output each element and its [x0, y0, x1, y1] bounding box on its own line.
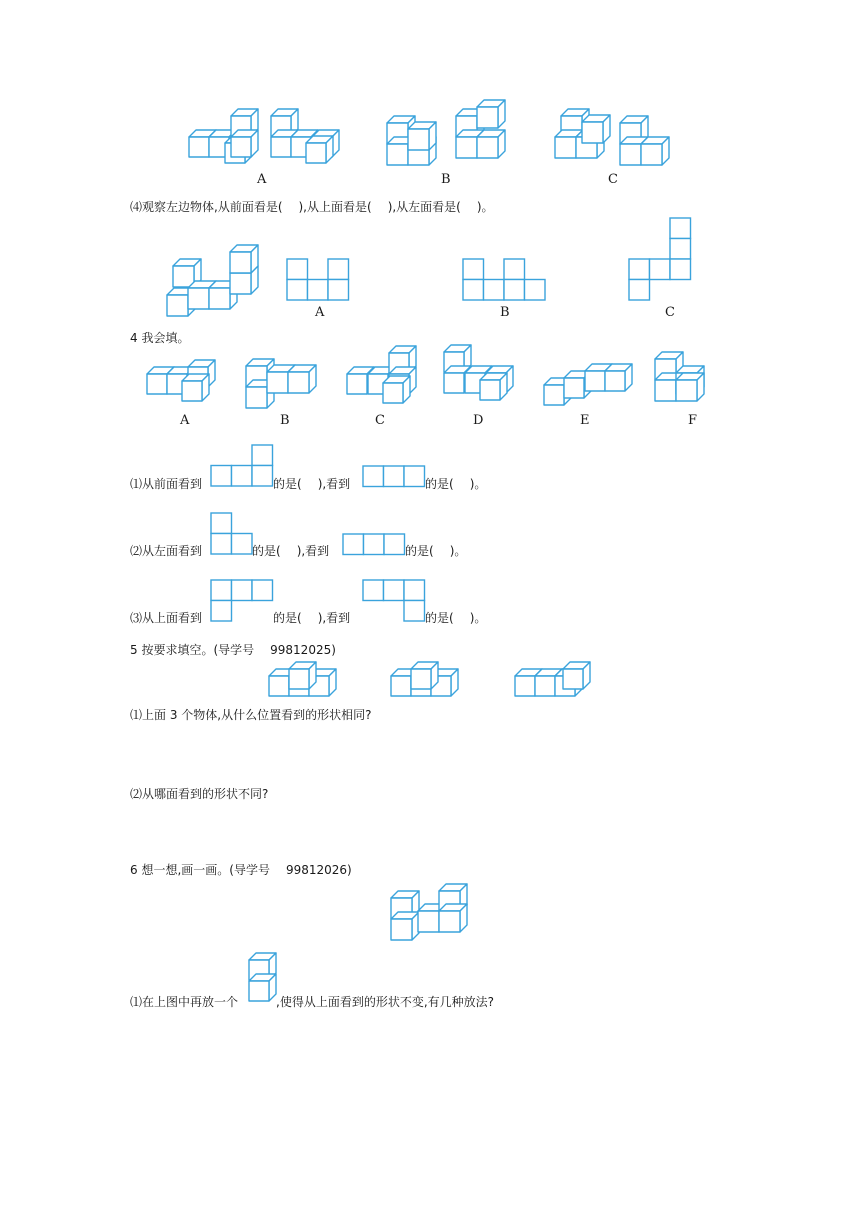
q4-line2-part-a: ⑵从左面看到: [130, 544, 203, 558]
q4-shape-c: [346, 352, 418, 410]
view-cell: [650, 259, 671, 280]
view-cell: [384, 580, 405, 601]
q6-sub1-part-a: ⑴在上图中再放一个: [130, 995, 239, 1009]
view-cell: [343, 534, 364, 555]
q4-label-d: D: [473, 413, 484, 428]
q5-sub2: ⑵从哪面看到的形状不同?: [130, 787, 269, 801]
q3-4-view-a: [286, 258, 350, 302]
view-cell: [328, 259, 349, 280]
q3-4-label-b: B: [500, 305, 510, 320]
cube: [288, 365, 316, 393]
view-cell: [384, 534, 405, 555]
view-cell: [232, 534, 253, 555]
q4-title: 4 我会填。: [130, 331, 190, 345]
cube: [582, 115, 610, 143]
view-cell: [404, 601, 425, 622]
view-cell: [525, 280, 546, 301]
q5-sub1: ⑴上面 3 个物体,从什么位置看到的形状相同?: [130, 708, 372, 722]
q4-label-f: F: [688, 413, 698, 428]
view-cell: [463, 259, 484, 280]
q4-line1-part-b: 的是( ),看到: [273, 477, 351, 491]
q4-line1-part-d: 的是( )。: [425, 477, 487, 491]
q4-shape-a: [146, 362, 226, 408]
view-cell: [670, 259, 691, 280]
q3-4-question: ⑷观察左边物体,从前面看是( ),从上面看是( ),从左面看是( )。: [130, 200, 494, 214]
q4-shape-e: [543, 364, 631, 410]
q4-shape-f: [654, 358, 714, 410]
view-cell: [328, 280, 349, 301]
q6-sub1-part-b: ,使得从上面看到的形状不变,有几种放法?: [276, 995, 494, 1009]
q4-line1-part-a: ⑴从前面看到: [130, 477, 203, 491]
cube: [477, 100, 505, 128]
cube: [563, 662, 590, 689]
cube: [641, 137, 669, 165]
view-cell: [211, 580, 232, 601]
top-label-a: A: [257, 172, 267, 187]
q4-shape-d: [443, 351, 519, 409]
top-shape-b-left: [386, 115, 446, 167]
view-cell: [211, 534, 232, 555]
q4-line1-figure-2: [362, 465, 426, 488]
q6-object: [390, 884, 470, 942]
view-cell: [384, 466, 405, 487]
q4-line3-figure-1: [210, 579, 274, 623]
view-cell: [252, 445, 273, 466]
view-cell: [629, 280, 650, 301]
q4-line2-figure-2: [342, 533, 406, 556]
q6-single-cube-stack: [248, 952, 278, 1004]
cube: [605, 364, 632, 391]
view-cell: [287, 259, 308, 280]
top-shape-a-left: [188, 108, 258, 164]
q3-4-object-3d: [166, 246, 260, 320]
top-label-c: C: [608, 172, 618, 187]
view-cell: [287, 280, 308, 301]
q4-label-a: A: [180, 413, 190, 428]
view-cell: [364, 534, 385, 555]
cube: [408, 122, 436, 150]
cube: [439, 904, 467, 932]
q4-line3-part-d: 的是( )。: [425, 611, 487, 625]
cube: [230, 245, 258, 273]
q4-line1-figure-1: [210, 444, 274, 488]
top-shape-b-right: [455, 108, 509, 168]
cube: [306, 136, 333, 163]
view-cell: [363, 466, 384, 487]
q4-line2-part-b: 的是( ),看到: [252, 544, 330, 558]
top-shape-a-right: [270, 108, 346, 164]
top-shape-c-left: [554, 108, 614, 168]
q3-4-view-c: [628, 217, 692, 302]
q3-4-view-b: [462, 258, 546, 302]
cube: [249, 974, 276, 1001]
cube: [383, 376, 410, 403]
q3-4-label-a: A: [315, 305, 325, 320]
view-cell: [211, 601, 232, 622]
view-cell: [252, 580, 273, 601]
view-cell: [404, 580, 425, 601]
view-cell: [504, 280, 525, 301]
q4-shape-b: [245, 358, 325, 410]
q3-4-label-c: C: [665, 305, 675, 320]
cube: [391, 912, 419, 940]
view-cell: [211, 513, 232, 534]
top-shape-c-right: [619, 115, 671, 167]
view-cell: [232, 580, 253, 601]
view-cell: [484, 280, 505, 301]
q5-object-3: [514, 661, 594, 699]
cube: [289, 662, 316, 689]
cube: [231, 130, 258, 157]
q4-line2-part-d: 的是( )。: [405, 544, 467, 558]
q6-title: 6 想一想,画一画。(导学号 99812026): [130, 863, 352, 877]
view-cell: [232, 466, 253, 487]
cube: [676, 373, 704, 401]
q4-label-e: E: [580, 413, 590, 428]
cube: [477, 130, 505, 158]
view-cell: [363, 580, 384, 601]
view-cell: [404, 466, 425, 487]
q4-line2-figure-1: [210, 512, 254, 556]
view-cell: [308, 280, 329, 301]
cube: [411, 662, 438, 689]
q5-object-1: [268, 664, 340, 700]
q4-label-c: C: [375, 413, 385, 428]
q4-label-b: B: [280, 413, 290, 428]
q5-object-2: [390, 661, 464, 699]
q4-line3-figure-2: [362, 579, 426, 623]
cube: [182, 374, 209, 401]
q4-line3-part-b: 的是( ),看到: [273, 611, 351, 625]
view-cell: [670, 218, 691, 239]
view-cell: [463, 280, 484, 301]
view-cell: [252, 466, 273, 487]
view-cell: [670, 239, 691, 260]
view-cell: [211, 466, 232, 487]
top-label-b: B: [441, 172, 451, 187]
q5-title: 5 按要求填空。(导学号 99812025): [130, 643, 336, 657]
q4-line3-part-a: ⑶从上面看到: [130, 611, 203, 625]
view-cell: [629, 259, 650, 280]
view-cell: [504, 259, 525, 280]
cube: [480, 373, 507, 400]
